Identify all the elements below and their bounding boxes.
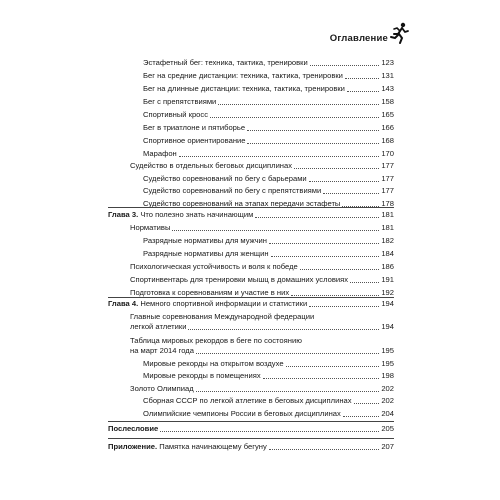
toc-entry-title: на март 2014 года <box>130 346 194 355</box>
toc-entry-title: Бег в триатлоне и пятиборье <box>143 123 246 132</box>
leader-dots <box>300 269 380 270</box>
toc-entry-page: 182 <box>381 236 394 245</box>
leader-dots <box>309 306 379 307</box>
leader-dots <box>323 193 379 194</box>
toc-entry[interactable] <box>143 249 394 259</box>
toc-entry-title-line1: Таблица мировых рекордов в беге по состоянию <box>130 336 302 345</box>
toc-entry-page: 181 <box>381 210 394 219</box>
toc-entry[interactable] <box>143 174 394 184</box>
toc-entry[interactable] <box>143 149 394 159</box>
leader-dots <box>172 230 379 231</box>
leader-dots <box>188 329 379 330</box>
toc-entry-page: 168 <box>381 136 394 145</box>
toc-entry-title: легкой атлетики <box>130 322 187 331</box>
toc-entry[interactable] <box>130 161 394 171</box>
runner-icon <box>390 22 410 44</box>
leader-dots <box>218 104 379 105</box>
chapter-label: Глава 4. <box>108 299 139 308</box>
toc-entry-page: 195 <box>381 359 394 368</box>
leader-dots <box>179 156 380 157</box>
toc-entry-page: 184 <box>381 249 394 258</box>
toc-entry-title: Бег на длинные дистанции: техника, тактика, тренировки <box>143 84 345 93</box>
leader-dots <box>354 403 380 404</box>
toc-entry[interactable] <box>143 71 394 81</box>
toc-entry-page: 195 <box>381 346 394 355</box>
leader-dots <box>247 143 379 144</box>
toc-entry-title: Олимпийские чемпионы России в беговых дисциплинах <box>143 409 341 418</box>
leader-dots <box>343 416 380 417</box>
toc-entry-page: 165 <box>381 110 394 119</box>
toc-entry[interactable] <box>130 312 394 332</box>
leader-dots <box>160 431 379 432</box>
toc-entry-page: 194 <box>381 299 394 308</box>
toc-entry-page: 202 <box>381 384 394 393</box>
toc-entry-page: 204 <box>381 409 394 418</box>
toc-entry-title: Сборная СССР по легкой атлетике в беговых дисциплинах <box>143 396 352 405</box>
header-title: Оглавление <box>329 33 388 44</box>
toc-entry[interactable] <box>130 336 394 356</box>
chapter-label: Глава 3. <box>108 210 139 219</box>
toc-entry-page: 166 <box>381 123 394 132</box>
leader-dots <box>309 181 380 182</box>
toc-entry-title: Судейство соревнований по бегу с препятствиями <box>143 186 322 195</box>
chapter-title: Что полезно знать начинающим <box>138 210 254 219</box>
toc-entry-page: 186 <box>381 262 394 271</box>
leader-dots <box>269 243 379 244</box>
toc-entry-page: 177 <box>381 186 394 195</box>
toc-entry[interactable] <box>130 275 394 285</box>
leader-dots <box>271 256 380 257</box>
section-divider <box>108 421 394 422</box>
toc-entry-title: Психологическая устойчивость и воля к победе <box>130 262 298 271</box>
toc-entry-page: 202 <box>381 396 394 405</box>
leader-dots <box>263 378 380 379</box>
toc-entry-page: 123 <box>381 58 394 67</box>
toc-entry-title: Мировые рекорды на открытом воздухе <box>143 359 284 368</box>
toc-entry[interactable] <box>130 384 394 394</box>
toc-entry-page: 143 <box>381 84 394 93</box>
toc-entry-title: Спортивное ориентирование <box>143 136 246 145</box>
toc-entry-page: 178 <box>381 199 394 208</box>
leader-dots <box>294 168 379 169</box>
toc-entry-title: Спортинвентарь для тренировки мышц в домашних условиях <box>130 275 348 284</box>
toc-entry[interactable] <box>143 409 394 419</box>
toc-entry[interactable] <box>143 97 394 107</box>
section-divider <box>108 438 394 439</box>
toc-entry-title: Разрядные нормативы для женщин <box>143 249 269 258</box>
toc-entry-title: Нормативы <box>130 223 171 232</box>
leader-dots <box>247 130 379 131</box>
toc-entry-title: Эстафетный бег: техника, тактика, тренировки <box>143 58 308 67</box>
toc-entry-page: 177 <box>381 174 394 183</box>
leader-dots <box>291 295 379 296</box>
toc-entry-title: Бег на средние дистанции: техника, тактика, тренировки <box>143 71 343 80</box>
page-header <box>0 28 388 46</box>
toc-entry-page: 192 <box>381 288 394 297</box>
toc-entry[interactable] <box>143 58 394 68</box>
toc-entry[interactable] <box>143 84 394 94</box>
toc-entry[interactable] <box>143 371 394 381</box>
toc-chapter[interactable] <box>108 424 394 434</box>
chapter-title: Памятка начинающему бегуну <box>157 442 267 451</box>
toc-entry-title: Мировые рекорды в помещениях <box>143 371 261 380</box>
toc-entry[interactable] <box>143 396 394 406</box>
leader-dots <box>210 117 379 118</box>
toc-entry-page: 191 <box>381 275 394 284</box>
toc-chapter[interactable] <box>108 210 394 220</box>
toc-entry-title-line1: Главные соревнования Международной федерации <box>130 312 315 321</box>
toc-chapter[interactable] <box>108 299 394 309</box>
chapter-title: Немного спортивной информации и статистики <box>138 299 308 308</box>
toc-entry-title: Бег с препятствиями <box>143 97 217 106</box>
toc-entry[interactable] <box>143 236 394 246</box>
toc-entry-title: Подготовка к соревнованиям и участие в них <box>130 288 290 297</box>
toc-entry[interactable] <box>143 123 394 133</box>
leader-dots <box>255 217 379 218</box>
toc-entry-title: Послесловие <box>108 424 159 433</box>
toc-entry-page: 131 <box>381 71 394 80</box>
toc-entry-title: Судейство соревнований на этапах передачи эстафеты <box>143 199 341 208</box>
leader-dots <box>286 366 380 367</box>
toc-entry-title: Спортивный кросс <box>143 110 208 119</box>
toc-entry-title: Судейство соревнований по бегу с барьерами <box>143 174 307 183</box>
toc-entry[interactable] <box>143 186 394 196</box>
toc-entry-title: Золото Олимпиад <box>130 384 194 393</box>
toc-entry-page: 181 <box>381 223 394 232</box>
leader-dots <box>196 391 380 392</box>
toc-entry-title: Судейство в отдельных беговых дисциплинах <box>130 161 293 170</box>
toc-entry[interactable] <box>143 136 394 146</box>
toc-entry[interactable] <box>130 262 394 272</box>
section-divider <box>108 207 394 208</box>
toc-entry-page: 158 <box>381 97 394 106</box>
leader-dots <box>345 78 379 79</box>
toc-entry-page: 177 <box>381 161 394 170</box>
leader-dots <box>269 449 380 450</box>
toc-entry-page: 205 <box>381 424 394 433</box>
chapter-label: Приложение. <box>108 442 158 451</box>
leader-dots <box>310 65 380 66</box>
toc-entry[interactable] <box>130 223 394 233</box>
toc-entry-title: Марафон <box>143 149 177 158</box>
toc-entry-page: 194 <box>381 322 394 331</box>
leader-dots <box>350 282 379 283</box>
toc-entry-page: 170 <box>381 149 394 158</box>
toc-entry[interactable] <box>143 110 394 120</box>
toc-chapter[interactable] <box>108 442 394 452</box>
leader-dots <box>347 91 379 92</box>
toc-entry-title: Разрядные нормативы для мужчин <box>143 236 267 245</box>
toc-entry-page: 207 <box>381 442 394 451</box>
toc-entry[interactable] <box>143 359 394 369</box>
toc-entry-page: 198 <box>381 371 394 380</box>
leader-dots <box>196 353 379 354</box>
section-divider <box>108 297 394 298</box>
